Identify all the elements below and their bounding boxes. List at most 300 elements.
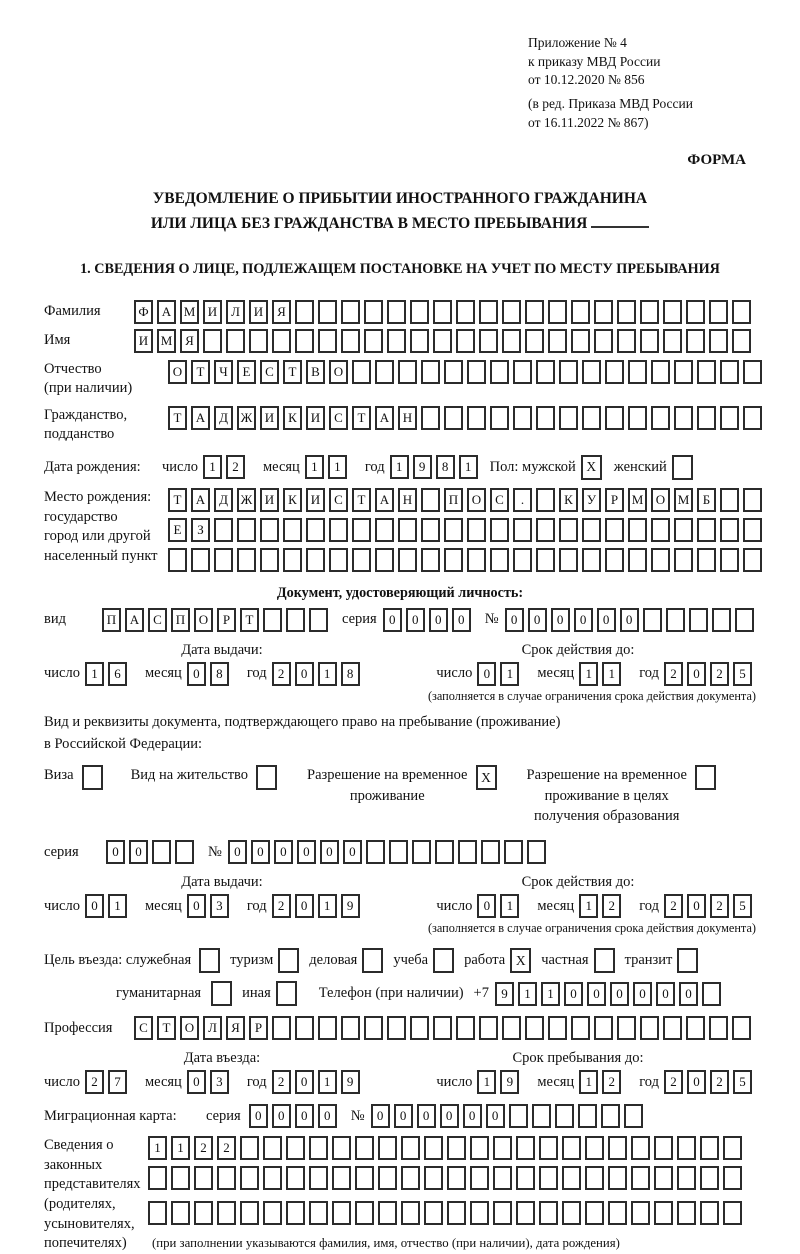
- char-cell[interactable]: [516, 1136, 535, 1160]
- char-cell[interactable]: [433, 1016, 452, 1040]
- char-cell[interactable]: [375, 360, 394, 384]
- char-cell[interactable]: [433, 300, 452, 324]
- char-cell[interactable]: Д: [214, 406, 233, 430]
- char-cell[interactable]: [433, 329, 452, 353]
- char-cell[interactable]: [421, 360, 440, 384]
- char-cell[interactable]: К: [283, 406, 302, 430]
- char-cell[interactable]: 0: [394, 1104, 413, 1128]
- char-cell[interactable]: [651, 406, 670, 430]
- char-cell[interactable]: [341, 1016, 360, 1040]
- char-cell[interactable]: [697, 518, 716, 542]
- char-cell[interactable]: [148, 1166, 167, 1190]
- char-cell[interactable]: [214, 518, 233, 542]
- char-cell[interactable]: [697, 406, 716, 430]
- char-cell[interactable]: [709, 300, 728, 324]
- char-cell[interactable]: И: [306, 488, 325, 512]
- char-cell[interactable]: 1: [318, 1070, 337, 1094]
- char-cell[interactable]: [175, 840, 194, 864]
- char-cell[interactable]: 1: [500, 662, 519, 686]
- char-cell[interactable]: [562, 1201, 581, 1225]
- char-cell[interactable]: [424, 1136, 443, 1160]
- char-cell[interactable]: 0: [295, 1070, 314, 1094]
- char-cell[interactable]: 9: [495, 982, 514, 1006]
- char-cell[interactable]: [608, 1136, 627, 1160]
- char-cell[interactable]: [536, 360, 555, 384]
- char-cell[interactable]: [700, 1201, 719, 1225]
- char-cell[interactable]: Ч: [214, 360, 233, 384]
- char-cell[interactable]: [743, 406, 762, 430]
- char-cell[interactable]: 0: [587, 982, 606, 1006]
- char-cell[interactable]: 0: [656, 982, 675, 1006]
- char-cell[interactable]: [674, 518, 693, 542]
- char-cell[interactable]: 0: [406, 608, 425, 632]
- char-cell[interactable]: [286, 1166, 305, 1190]
- char-cell[interactable]: 0: [187, 1070, 206, 1094]
- char-cell[interactable]: 0: [477, 662, 496, 686]
- char-cell[interactable]: [651, 360, 670, 384]
- char-cell[interactable]: И: [134, 329, 153, 353]
- char-cell[interactable]: [605, 406, 624, 430]
- char-cell[interactable]: 1: [579, 662, 598, 686]
- char-cell[interactable]: [743, 548, 762, 572]
- char-cell[interactable]: [525, 329, 544, 353]
- char-cell[interactable]: О: [651, 488, 670, 512]
- char-cell[interactable]: 0: [505, 608, 524, 632]
- char-cell[interactable]: 0: [679, 982, 698, 1006]
- char-cell[interactable]: [666, 608, 685, 632]
- char-cell[interactable]: [456, 300, 475, 324]
- char-cell[interactable]: [663, 1016, 682, 1040]
- char-cell[interactable]: [467, 360, 486, 384]
- char-cell[interactable]: А: [157, 300, 176, 324]
- char-cell[interactable]: [283, 548, 302, 572]
- char-cell[interactable]: [585, 1136, 604, 1160]
- char-cell[interactable]: Т: [352, 488, 371, 512]
- char-cell[interactable]: Н: [398, 488, 417, 512]
- char-cell[interactable]: С: [490, 488, 509, 512]
- char-cell[interactable]: [628, 406, 647, 430]
- char-cell[interactable]: [226, 329, 245, 353]
- char-cell[interactable]: [435, 840, 454, 864]
- char-cell[interactable]: [605, 548, 624, 572]
- char-cell[interactable]: [723, 1166, 742, 1190]
- char-cell[interactable]: Ж: [237, 406, 256, 430]
- char-cell[interactable]: 2: [272, 1070, 291, 1094]
- char-cell[interactable]: [283, 518, 302, 542]
- char-cell[interactable]: [720, 548, 739, 572]
- char-cell[interactable]: [203, 329, 222, 353]
- char-cell[interactable]: [539, 1136, 558, 1160]
- char-cell[interactable]: [643, 608, 662, 632]
- char-cell[interactable]: [490, 518, 509, 542]
- char-cell[interactable]: К: [283, 488, 302, 512]
- char-cell[interactable]: [444, 518, 463, 542]
- char-cell[interactable]: [631, 1166, 650, 1190]
- char-cell[interactable]: 2: [602, 1070, 621, 1094]
- char-cell[interactable]: 1: [171, 1136, 190, 1160]
- char-cell[interactable]: [352, 360, 371, 384]
- char-cell[interactable]: [447, 1166, 466, 1190]
- char-cell[interactable]: [355, 1136, 374, 1160]
- char-cell[interactable]: 1: [85, 662, 104, 686]
- char-cell[interactable]: [525, 1016, 544, 1040]
- char-cell[interactable]: [709, 329, 728, 353]
- char-cell[interactable]: 0: [551, 608, 570, 632]
- char-cell[interactable]: 1: [390, 455, 409, 479]
- char-cell[interactable]: [582, 360, 601, 384]
- char-cell[interactable]: [532, 1104, 551, 1128]
- purpose-humanitarian-checkbox[interactable]: [211, 981, 232, 1006]
- char-cell[interactable]: 0: [417, 1104, 436, 1128]
- char-cell[interactable]: П: [171, 608, 190, 632]
- char-cell[interactable]: П: [444, 488, 463, 512]
- char-cell[interactable]: [654, 1166, 673, 1190]
- char-cell[interactable]: [398, 518, 417, 542]
- char-cell[interactable]: [467, 406, 486, 430]
- char-cell[interactable]: [631, 1136, 650, 1160]
- char-cell[interactable]: 2: [664, 894, 683, 918]
- char-cell[interactable]: [743, 360, 762, 384]
- char-cell[interactable]: И: [260, 488, 279, 512]
- char-cell[interactable]: Р: [249, 1016, 268, 1040]
- char-cell[interactable]: [470, 1166, 489, 1190]
- char-cell[interactable]: 1: [305, 455, 324, 479]
- char-cell[interactable]: [286, 1136, 305, 1160]
- char-cell[interactable]: [608, 1166, 627, 1190]
- char-cell[interactable]: Л: [226, 300, 245, 324]
- char-cell[interactable]: [490, 548, 509, 572]
- char-cell[interactable]: 0: [371, 1104, 390, 1128]
- char-cell[interactable]: [306, 518, 325, 542]
- char-cell[interactable]: [674, 360, 693, 384]
- char-cell[interactable]: 0: [463, 1104, 482, 1128]
- char-cell[interactable]: [364, 300, 383, 324]
- char-cell[interactable]: 0: [295, 662, 314, 686]
- char-cell[interactable]: 2: [664, 662, 683, 686]
- char-cell[interactable]: С: [260, 360, 279, 384]
- char-cell[interactable]: [329, 548, 348, 572]
- char-cell[interactable]: [559, 518, 578, 542]
- char-cell[interactable]: 1: [203, 455, 222, 479]
- char-cell[interactable]: О: [329, 360, 348, 384]
- char-cell[interactable]: 5: [733, 662, 752, 686]
- char-cell[interactable]: Ж: [237, 488, 256, 512]
- char-cell[interactable]: [168, 548, 187, 572]
- char-cell[interactable]: [479, 300, 498, 324]
- char-cell[interactable]: .: [513, 488, 532, 512]
- char-cell[interactable]: [467, 548, 486, 572]
- char-cell[interactable]: [631, 1201, 650, 1225]
- char-cell[interactable]: [605, 360, 624, 384]
- char-cell[interactable]: 0: [274, 840, 293, 864]
- char-cell[interactable]: [720, 406, 739, 430]
- char-cell[interactable]: 2: [272, 894, 291, 918]
- char-cell[interactable]: [536, 518, 555, 542]
- char-cell[interactable]: С: [134, 1016, 153, 1040]
- char-cell[interactable]: [152, 840, 171, 864]
- char-cell[interactable]: [318, 1016, 337, 1040]
- char-cell[interactable]: [539, 1201, 558, 1225]
- char-cell[interactable]: Т: [157, 1016, 176, 1040]
- char-cell[interactable]: 9: [341, 894, 360, 918]
- char-cell[interactable]: [309, 1136, 328, 1160]
- char-cell[interactable]: 0: [187, 662, 206, 686]
- char-cell[interactable]: [295, 329, 314, 353]
- char-cell[interactable]: 0: [320, 840, 339, 864]
- char-cell[interactable]: 5: [733, 894, 752, 918]
- char-cell[interactable]: И: [306, 406, 325, 430]
- char-cell[interactable]: [171, 1166, 190, 1190]
- char-cell[interactable]: [401, 1201, 420, 1225]
- char-cell[interactable]: [628, 360, 647, 384]
- char-cell[interactable]: Т: [240, 608, 259, 632]
- temp-permit-checkbox[interactable]: X: [476, 765, 497, 790]
- char-cell[interactable]: [263, 608, 282, 632]
- char-cell[interactable]: 0: [251, 840, 270, 864]
- char-cell[interactable]: 2: [194, 1136, 213, 1160]
- char-cell[interactable]: [398, 548, 417, 572]
- char-cell[interactable]: [490, 360, 509, 384]
- char-cell[interactable]: [628, 518, 647, 542]
- char-cell[interactable]: Д: [214, 488, 233, 512]
- char-cell[interactable]: [617, 329, 636, 353]
- char-cell[interactable]: О: [180, 1016, 199, 1040]
- char-cell[interactable]: [309, 1201, 328, 1225]
- char-cell[interactable]: [677, 1201, 696, 1225]
- char-cell[interactable]: 0: [429, 608, 448, 632]
- char-cell[interactable]: [723, 1136, 742, 1160]
- char-cell[interactable]: А: [125, 608, 144, 632]
- char-cell[interactable]: М: [628, 488, 647, 512]
- char-cell[interactable]: [559, 360, 578, 384]
- char-cell[interactable]: К: [559, 488, 578, 512]
- char-cell[interactable]: [398, 360, 417, 384]
- char-cell[interactable]: [702, 982, 721, 1006]
- char-cell[interactable]: [578, 1104, 597, 1128]
- char-cell[interactable]: [332, 1201, 351, 1225]
- char-cell[interactable]: [548, 329, 567, 353]
- purpose-tourism-checkbox[interactable]: [278, 948, 299, 973]
- char-cell[interactable]: [601, 1104, 620, 1128]
- char-cell[interactable]: 7: [108, 1070, 127, 1094]
- char-cell[interactable]: [651, 548, 670, 572]
- char-cell[interactable]: [194, 1166, 213, 1190]
- char-cell[interactable]: 0: [620, 608, 639, 632]
- char-cell[interactable]: 1: [328, 455, 347, 479]
- char-cell[interactable]: [585, 1201, 604, 1225]
- char-cell[interactable]: [355, 1201, 374, 1225]
- char-cell[interactable]: [237, 518, 256, 542]
- char-cell[interactable]: [309, 608, 328, 632]
- char-cell[interactable]: Б: [697, 488, 716, 512]
- char-cell[interactable]: У: [582, 488, 601, 512]
- char-cell[interactable]: [562, 1166, 581, 1190]
- char-cell[interactable]: [674, 406, 693, 430]
- char-cell[interactable]: [341, 329, 360, 353]
- char-cell[interactable]: М: [674, 488, 693, 512]
- char-cell[interactable]: 8: [341, 662, 360, 686]
- char-cell[interactable]: М: [180, 300, 199, 324]
- char-cell[interactable]: 5: [733, 1070, 752, 1094]
- char-cell[interactable]: [571, 1016, 590, 1040]
- char-cell[interactable]: [594, 329, 613, 353]
- char-cell[interactable]: [697, 548, 716, 572]
- char-cell[interactable]: П: [102, 608, 121, 632]
- char-cell[interactable]: 0: [228, 840, 247, 864]
- char-cell[interactable]: Т: [168, 406, 187, 430]
- purpose-study-checkbox[interactable]: [433, 948, 454, 973]
- char-cell[interactable]: [410, 300, 429, 324]
- char-cell[interactable]: [502, 1016, 521, 1040]
- char-cell[interactable]: [364, 1016, 383, 1040]
- purpose-other-checkbox[interactable]: [276, 981, 297, 1006]
- char-cell[interactable]: [490, 406, 509, 430]
- purpose-business-checkbox[interactable]: [362, 948, 383, 973]
- char-cell[interactable]: [263, 1166, 282, 1190]
- char-cell[interactable]: [263, 1201, 282, 1225]
- char-cell[interactable]: [686, 329, 705, 353]
- char-cell[interactable]: [712, 608, 731, 632]
- char-cell[interactable]: [421, 488, 440, 512]
- char-cell[interactable]: 0: [85, 894, 104, 918]
- char-cell[interactable]: 1: [318, 662, 337, 686]
- char-cell[interactable]: [306, 548, 325, 572]
- char-cell[interactable]: [562, 1136, 581, 1160]
- char-cell[interactable]: [720, 360, 739, 384]
- char-cell[interactable]: [582, 518, 601, 542]
- char-cell[interactable]: [191, 548, 210, 572]
- char-cell[interactable]: [214, 548, 233, 572]
- char-cell[interactable]: [286, 1201, 305, 1225]
- char-cell[interactable]: 8: [210, 662, 229, 686]
- char-cell[interactable]: 3: [210, 894, 229, 918]
- char-cell[interactable]: [617, 1016, 636, 1040]
- char-cell[interactable]: [732, 329, 751, 353]
- char-cell[interactable]: 0: [343, 840, 362, 864]
- char-cell[interactable]: [585, 1166, 604, 1190]
- char-cell[interactable]: [240, 1166, 259, 1190]
- char-cell[interactable]: [352, 548, 371, 572]
- edu-permit-checkbox[interactable]: [695, 765, 716, 790]
- char-cell[interactable]: [401, 1166, 420, 1190]
- char-cell[interactable]: 3: [210, 1070, 229, 1094]
- char-cell[interactable]: [628, 548, 647, 572]
- char-cell[interactable]: А: [375, 406, 394, 430]
- char-cell[interactable]: [467, 518, 486, 542]
- char-cell[interactable]: [686, 300, 705, 324]
- char-cell[interactable]: [663, 329, 682, 353]
- char-cell[interactable]: Р: [217, 608, 236, 632]
- char-cell[interactable]: Я: [226, 1016, 245, 1040]
- char-cell[interactable]: [421, 548, 440, 572]
- char-cell[interactable]: [412, 840, 431, 864]
- char-cell[interactable]: А: [191, 488, 210, 512]
- char-cell[interactable]: 0: [564, 982, 583, 1006]
- char-cell[interactable]: [444, 406, 463, 430]
- char-cell[interactable]: [470, 1136, 489, 1160]
- char-cell[interactable]: [525, 300, 544, 324]
- char-cell[interactable]: 2: [710, 894, 729, 918]
- char-cell[interactable]: [624, 1104, 643, 1128]
- char-cell[interactable]: С: [329, 488, 348, 512]
- char-cell[interactable]: [654, 1201, 673, 1225]
- char-cell[interactable]: 0: [106, 840, 125, 864]
- char-cell[interactable]: 1: [459, 455, 478, 479]
- purpose-official-checkbox[interactable]: [199, 948, 220, 973]
- char-cell[interactable]: [513, 518, 532, 542]
- char-cell[interactable]: [536, 406, 555, 430]
- char-cell[interactable]: [456, 329, 475, 353]
- char-cell[interactable]: И: [260, 406, 279, 430]
- char-cell[interactable]: [513, 406, 532, 430]
- char-cell[interactable]: [364, 329, 383, 353]
- char-cell[interactable]: Т: [352, 406, 371, 430]
- char-cell[interactable]: 9: [413, 455, 432, 479]
- char-cell[interactable]: [352, 518, 371, 542]
- char-cell[interactable]: [700, 1166, 719, 1190]
- char-cell[interactable]: [424, 1201, 443, 1225]
- char-cell[interactable]: [378, 1166, 397, 1190]
- char-cell[interactable]: [493, 1136, 512, 1160]
- char-cell[interactable]: Н: [398, 406, 417, 430]
- char-cell[interactable]: Т: [283, 360, 302, 384]
- char-cell[interactable]: 1: [579, 894, 598, 918]
- char-cell[interactable]: А: [375, 488, 394, 512]
- char-cell[interactable]: [743, 518, 762, 542]
- char-cell[interactable]: [689, 608, 708, 632]
- char-cell[interactable]: [260, 518, 279, 542]
- char-cell[interactable]: [571, 300, 590, 324]
- char-cell[interactable]: [318, 329, 337, 353]
- char-cell[interactable]: М: [157, 329, 176, 353]
- char-cell[interactable]: [444, 548, 463, 572]
- char-cell[interactable]: [332, 1136, 351, 1160]
- char-cell[interactable]: [654, 1136, 673, 1160]
- char-cell[interactable]: [723, 1201, 742, 1225]
- char-cell[interactable]: [240, 1201, 259, 1225]
- char-cell[interactable]: 2: [85, 1070, 104, 1094]
- char-cell[interactable]: Е: [168, 518, 187, 542]
- char-cell[interactable]: [375, 518, 394, 542]
- char-cell[interactable]: [309, 1166, 328, 1190]
- char-cell[interactable]: [332, 1166, 351, 1190]
- char-cell[interactable]: С: [329, 406, 348, 430]
- char-cell[interactable]: 2: [217, 1136, 236, 1160]
- char-cell[interactable]: [608, 1201, 627, 1225]
- char-cell[interactable]: 0: [687, 662, 706, 686]
- char-cell[interactable]: [720, 518, 739, 542]
- char-cell[interactable]: [295, 300, 314, 324]
- char-cell[interactable]: [410, 329, 429, 353]
- char-cell[interactable]: [424, 1166, 443, 1190]
- char-cell[interactable]: 0: [249, 1104, 268, 1128]
- char-cell[interactable]: [329, 518, 348, 542]
- char-cell[interactable]: 0: [452, 608, 471, 632]
- char-cell[interactable]: 1: [602, 662, 621, 686]
- char-cell[interactable]: 0: [687, 894, 706, 918]
- char-cell[interactable]: [559, 548, 578, 572]
- char-cell[interactable]: [375, 548, 394, 572]
- char-cell[interactable]: [513, 548, 532, 572]
- char-cell[interactable]: [582, 548, 601, 572]
- char-cell[interactable]: [527, 840, 546, 864]
- char-cell[interactable]: 2: [272, 662, 291, 686]
- char-cell[interactable]: [493, 1166, 512, 1190]
- char-cell[interactable]: [240, 1136, 259, 1160]
- char-cell[interactable]: 1: [477, 1070, 496, 1094]
- char-cell[interactable]: [516, 1201, 535, 1225]
- char-cell[interactable]: [513, 360, 532, 384]
